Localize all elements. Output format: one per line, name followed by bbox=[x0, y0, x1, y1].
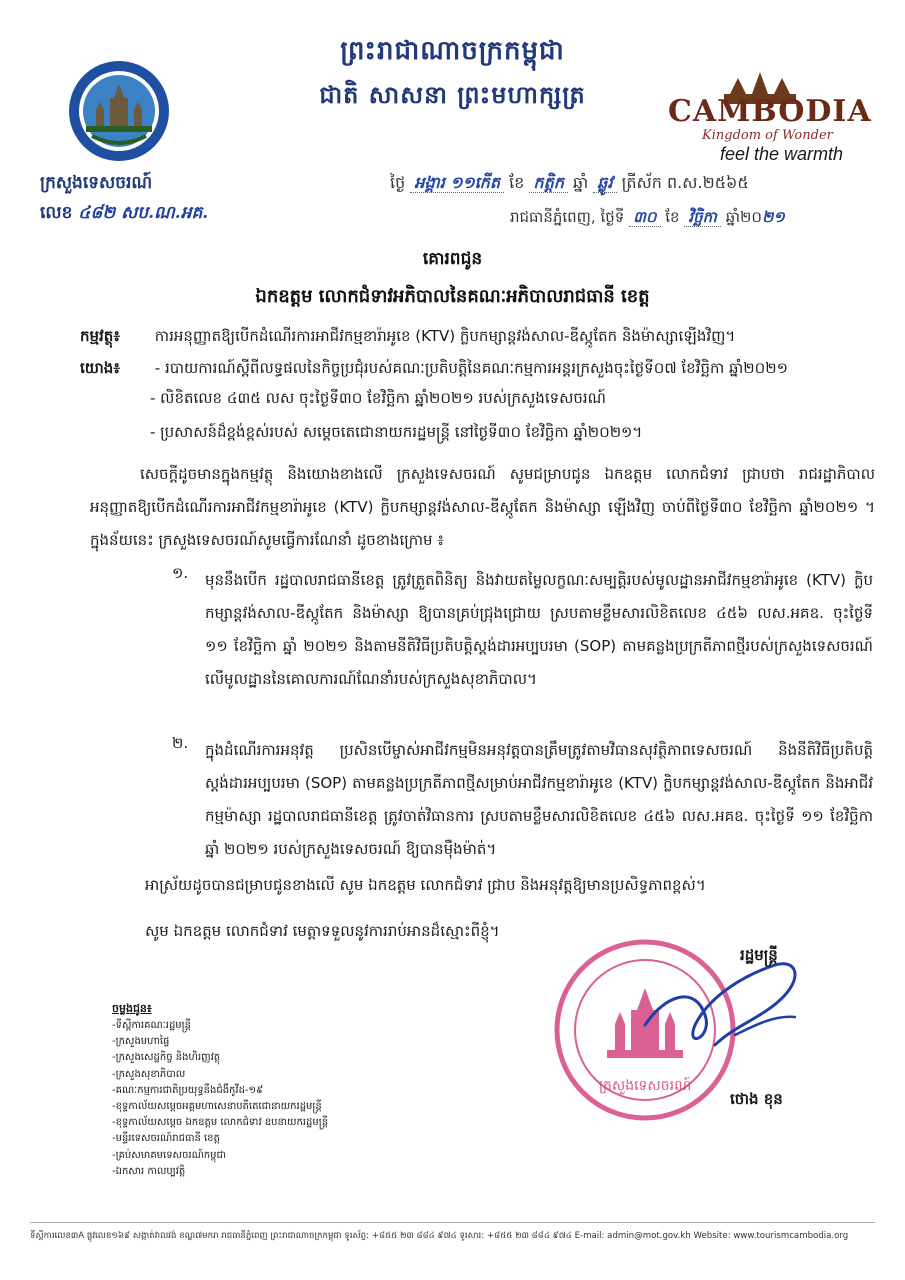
lunar-year: ឆ្លូវ bbox=[593, 173, 616, 193]
ministry-name: ក្រសួងទេសចរណ៍ bbox=[40, 173, 153, 193]
cc-list bbox=[112, 1018, 328, 1180]
kingdom-heading: ព្រះរាជាណាចក្រកម្ពុជា bbox=[340, 36, 565, 66]
signatory-title: រដ្ឋមន្ត្រី bbox=[740, 946, 778, 964]
lunar-sak: ត្រីស័ក ព.ស.២៥៦៥ bbox=[621, 173, 749, 192]
list-item: -គ្រប់សមាគមទេសចរណ៍កម្ពុជា bbox=[112, 1149, 227, 1161]
lunar-year-prefix: ឆ្នាំ bbox=[572, 173, 589, 192]
reference-label: យោង៖ bbox=[80, 359, 120, 377]
recipient-label: គោរពជូន bbox=[422, 249, 483, 269]
brand-tagline: feel the warmth bbox=[720, 144, 844, 164]
reference-prefix: លេខ bbox=[40, 203, 73, 223]
reference-number bbox=[40, 202, 208, 227]
national-motto: ជាតិ សាសនា ព្រះមហាក្សត្រ bbox=[319, 80, 586, 109]
instruction-item: ក្នុងដំណើរការអនុវត្ត ប្រសិនបើម្ចាស់អាជីវកម្មមិនអនុវត្តបានត្រឹមត្រូវតាមវិធានសុវត្ថិភាពទេសចរណ៍ និងនីតិវិធីប្រតិបត្តិស្តង់ដារអប្បបរមា (SOP) តាមគន្លងប្រក្រតីភាពថ្មីសម្រាប់អាជីវកម្មខារ៉ាអូខេ (KTV) ក្លិបកម្សាន្តវង់សាល-ឌីស្កូតែក និងអាជីវកម្មម៉ាស្សា រដ្ឋបាលរាជធានីខេត្ត ត្រូវចាត់វិធានការ ស្របតាមខ្លឹមសារលិខិតលេខ ៤៥៦ លស.អគឧ. ចុះថ្ងៃទី ១១ ខែវិច្ឆិកា ឆ្នាំ ២០២១ របស់ក្រសួងទេសចរណ៍ ឱ្យបានម៉ឺងម៉ាត់។ bbox=[205, 741, 873, 858]
reference-item: - របាយការណ៍ស្តីពីលទ្ធផលនៃកិច្ចប្រជុំរបស់គណៈប្រតិបត្តិនៃគណៈកម្មការអន្តរក្រសួងចុះថ្ងៃទី០៧ ខែវិច្ឆិកា ឆ្នាំ២០២១ bbox=[154, 359, 788, 377]
list-item: -មន្ទីរទេសចរណ៍រាជធានី ខេត្ត bbox=[112, 1133, 220, 1145]
lunar-day: អង្គារ ១១កើត bbox=[410, 173, 504, 193]
civil-year-prefix: ឆ្នាំ២០ bbox=[725, 208, 762, 226]
brand-title: CAMBODIA bbox=[668, 94, 872, 129]
seal-text: ក្រសួងទេសចរណ៍ bbox=[598, 1078, 692, 1094]
brand-subtitle: Kingdom of Wonder bbox=[702, 128, 833, 143]
reference-item: - លិខិតលេខ ៤៣៥ លស ចុះថ្ងៃទី៣០ ខែវិច្ឆិកា ឆ្នាំ២០២១ របស់ក្រសួងទេសចរណ៍ bbox=[150, 389, 606, 407]
item-number: ១. bbox=[172, 564, 189, 582]
civil-date-prefix: រាជធានីភ្នំពេញ, ថ្ងៃទី bbox=[510, 208, 625, 226]
list-item: -ក្រសួងសុខាភិបាល bbox=[112, 1068, 186, 1080]
list-item: -ឯកសារ កាលប្បវត្តិ bbox=[112, 1165, 186, 1177]
civil-date bbox=[510, 208, 785, 230]
civil-month-prefix: ខែ bbox=[665, 208, 680, 226]
civil-day: ៣០ bbox=[629, 208, 660, 227]
recipient-name: ឯកឧត្តម លោកជំទាវអភិបាលនៃគណៈអភិបាលរាជធានី ខេត្ត bbox=[255, 286, 650, 307]
cc-title: ចម្លងជូន៖ bbox=[112, 1002, 152, 1015]
lunar-date-prefix: ថ្ងៃ bbox=[390, 173, 406, 192]
reference-value: ៤៨២ សប.ណ.អគ. bbox=[78, 203, 209, 223]
subject-text: ការអនុញ្ញាតឱ្យបើកដំណើរការអាជីវកម្មខារ៉ាអូខេ (KTV) ក្លិបកម្សាន្តវង់សាល-ឌីស្កូតែក និងម៉ាស្សាឡើងវិញ។ bbox=[154, 327, 736, 345]
ministry-logo bbox=[66, 58, 172, 164]
handwritten-signature bbox=[625, 955, 815, 1065]
lunar-month: កត្តិក bbox=[529, 173, 567, 193]
list-item: -ខុទ្ទកាល័យសម្តេច ឯកឧត្តម លោកជំទាវ ឧបនាយករដ្ឋមន្ត្រី bbox=[112, 1117, 329, 1129]
list-item: -ទីស្តីការគណៈរដ្ឋមន្ត្រី bbox=[112, 1020, 191, 1031]
list-item: -ក្រសួងសេដ្ឋកិច្ច និងហិរញ្ញវត្ថុ bbox=[112, 1052, 221, 1064]
list-item: -ក្រសួងមហាផ្ទៃ bbox=[112, 1036, 170, 1048]
item-number: ២. bbox=[172, 734, 189, 752]
intro-paragraph: សេចក្តីដូចមានក្នុងកម្មវត្ថុ និងយោងខាងលើ ក្រសួងទេសចរណ៍ សូមជម្រាបជូន ឯកឧត្តម លោកជំទាវ ជ្រាបថា រាជរដ្ឋាភិបាលអនុញ្ញាតឱ្យបើកដំណើរការអាជីវកម្មខារ៉ាអូខេ (KTV) ក្លិបកម្សាន្តវង់សាល-ឌីស្កូតែក និងម៉ាស្សា ឡើងវិញ ចាប់ពីថ្ងៃទី៣០ ខែវិច្ឆិកា ឆ្នាំ២០២១ ។ ក្នុងន័យនេះ ក្រសួងទេសចរណ៍សូមធ្វើការណែនាំ ដូចខាងក្រោម ៖ bbox=[90, 465, 875, 549]
list-item: -ខុទ្ទកាល័យសម្តេចអគ្គមហាសេនាបតីតេជោនាយករដ្ឋមន្ត្រី bbox=[112, 1101, 322, 1113]
closing-salutation: សូម ឯកឧត្តម លោកជំទាវ មេត្តាទទួលនូវការរាប់អានដ៏ស្មោះពីខ្ញុំ។ bbox=[145, 922, 500, 940]
reference-line-1 bbox=[80, 357, 870, 379]
footer-contact: ទីស្តីការលេខ៣A ផ្លូវលេខ១៦៩ សង្កាត់វាលវង់ ខណ្ឌ៧មករា រាជធានីភ្នំពេញ ព្រះរាជាណាចក្រកម្ពុជា ទូរស័ព្ទ: +៨៥៥ ២៣ ៨៨៤ ៩៧៤ ទូរសារ: +៨៥៥ ២៣ ៨៨៤ ៩៧៤ E-mail: admin@mot.gov.kh Website: www.tourismcambodia.org bbox=[30, 1231, 849, 1241]
signatory-name: ថោង ខុន bbox=[730, 1090, 783, 1108]
civil-month: វិច្ឆិកា bbox=[684, 208, 721, 227]
closing-paragraph: អាស្រ័យដូចបានជម្រាបជូនខាងលើ សូម ឯកឧត្តម លោកជំទាវ ជ្រាប និងអនុវត្តឱ្យមានប្រសិទ្ធភាពខ្ពស់។ bbox=[145, 876, 706, 894]
footer-divider bbox=[30, 1222, 875, 1223]
instruction-item: មុននឹងបើក រដ្ឋបាលរាជធានីខេត្ត ត្រូវត្រួតពិនិត្យ និងវាយតម្លៃលក្ខណៈសម្បត្តិរបស់មូលដ្ឋានអាជីវកម្មខារ៉ាអូខេ (KTV) ក្លិបកម្សាន្តវង់សាល-ឌីស្កូតែក និងម៉ាស្សា ឱ្យបានគ្រប់ជ្រុងជ្រោយ ស្របតាមខ្លឹមសារលិខិតលេខ ៤៥៦ លស.អគឧ. ចុះថ្ងៃទី ១១ ខែវិច្ឆិកា ឆ្នាំ ២០២១ និងតាមនីតិវិធីប្រតិបត្តិស្តង់ដារអប្បបរមា (SOP) តាមគន្លងប្រក្រតីភាពថ្មីរបស់ក្រសួងទេសចរណ៍ លើមូលដ្ឋាននៃគោលការណ៍ណែនាំរបស់ក្រសួងសុខាភិបាល។ bbox=[205, 571, 873, 688]
subject-line bbox=[80, 325, 870, 347]
civil-year: ២១ bbox=[761, 208, 785, 226]
subject-label: កម្មវត្ថុ៖ bbox=[80, 327, 120, 345]
lunar-month-prefix: ខែ bbox=[509, 173, 525, 192]
lunar-date bbox=[390, 172, 749, 196]
reference-item: - ប្រសាសន៍ដ៏ខ្ពង់ខ្ពស់របស់ សម្តេចតេជោនាយករដ្ឋមន្ត្រី នៅថ្ងៃទី៣០ ខែវិច្ឆិកា ឆ្នាំ២០២១។ bbox=[150, 423, 643, 441]
list-item: -គណៈកម្មការជាតិប្រយុទ្ធនឹងជំងឺកូវីដ-១៩ bbox=[112, 1084, 264, 1096]
